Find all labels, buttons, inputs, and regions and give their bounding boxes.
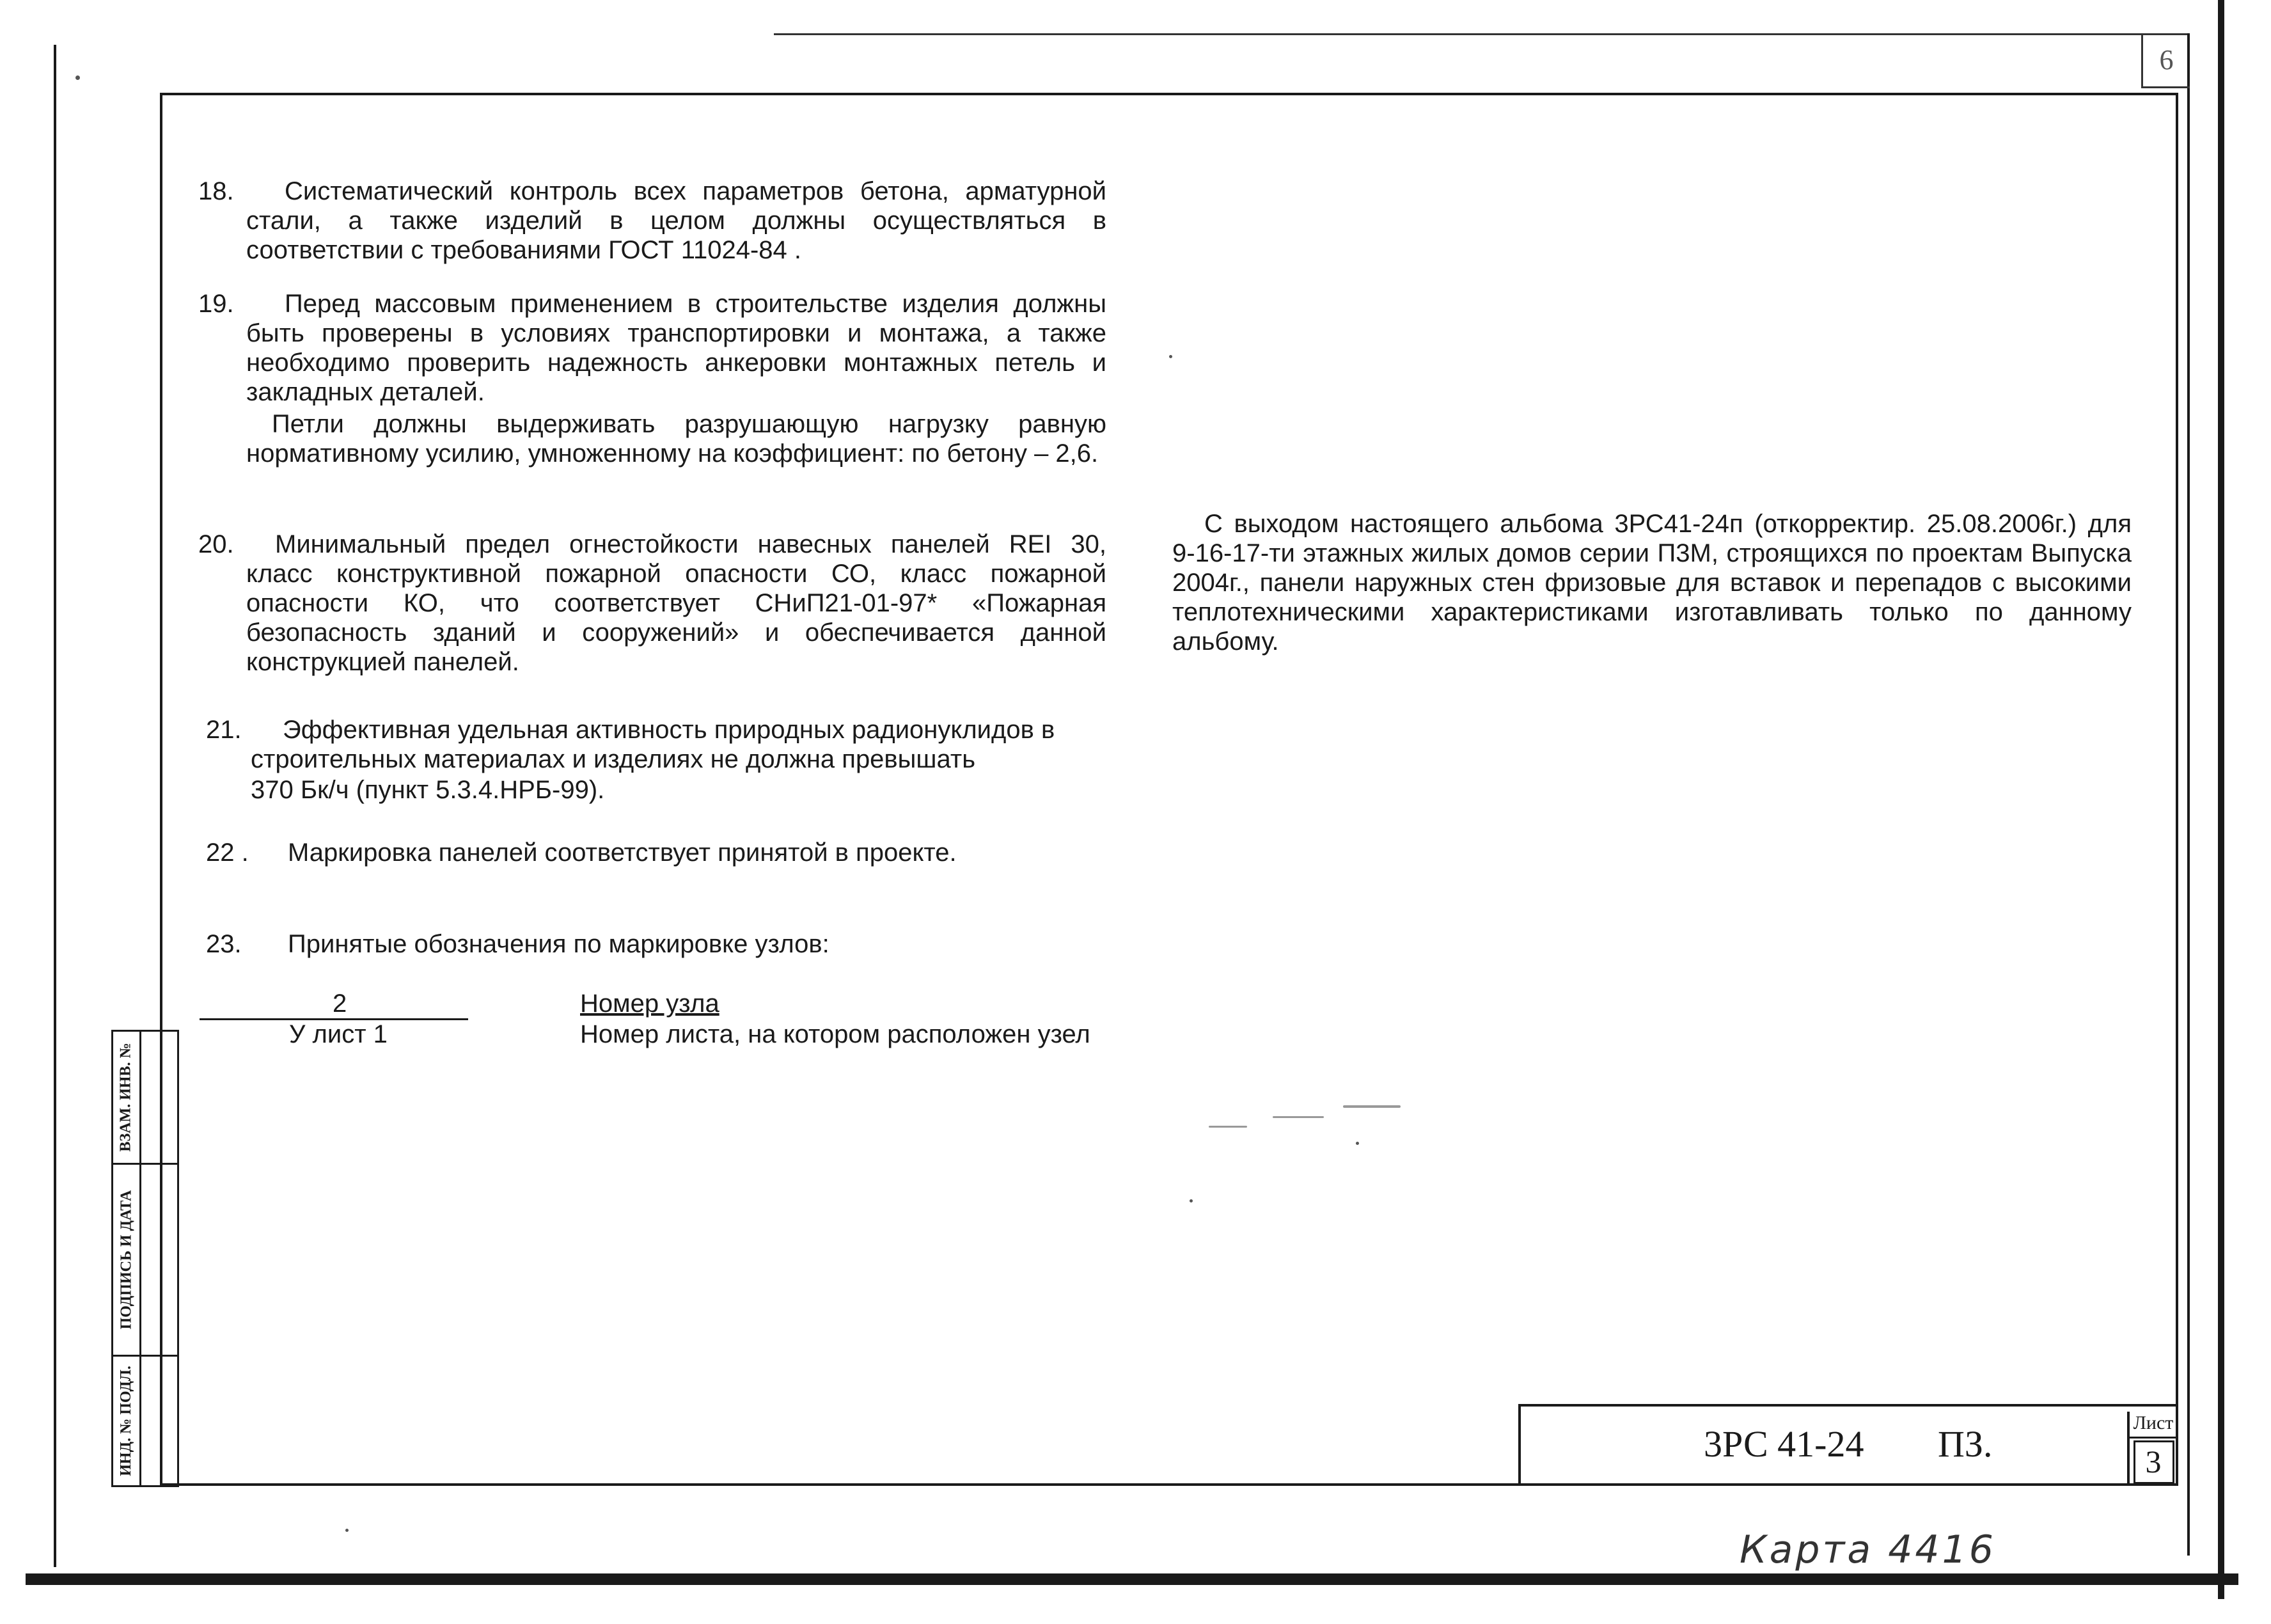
stamp-cell-original bbox=[113, 1357, 177, 1485]
sheet-top-edge bbox=[774, 33, 2187, 35]
item-18-text bbox=[246, 177, 1106, 265]
item-19-text: Перед массовым применением в строительстве изделия должны быть проверены в условиях транспортировки и монтажа, а также необходимо проверить надежность анкеровки монтажных петель и закладных деталей. bbox=[246, 290, 1106, 406]
stamp-cell-signature bbox=[113, 1165, 177, 1357]
scan-speck bbox=[1343, 1105, 1401, 1108]
scan-speck bbox=[345, 1529, 349, 1532]
scan-speck bbox=[1356, 1142, 1359, 1145]
stamp-label-replacement: ВЗАМ. ИНВ. № bbox=[118, 1043, 134, 1152]
item-23-number: 23. bbox=[206, 930, 242, 958]
item-18-number: 18. bbox=[198, 177, 234, 205]
side-stamp bbox=[111, 1030, 179, 1487]
item-20-text: Минимальный предел огнестойкости навесных панелей REI 30, класс конструктивной пожарной опасности СО, класс пожарной опасности КО, что соответствует СНиП21-01-97* «Пожарная безопасность зданий и сооружений» и обеспечивается данной конструкцией панелей. bbox=[246, 530, 1106, 676]
legend-meaning-sheet: Номер листа, на котором расположен узел bbox=[580, 1020, 1090, 1048]
scan-bottom-shadow bbox=[26, 1573, 2238, 1585]
item-20-number: 20. bbox=[198, 530, 234, 558]
item-19-text-2: Петли должны выдерживать разрушающую нагрузку равную нормативному усилию, умноженному на коэффициент: по бетону – 2,6. bbox=[246, 410, 1106, 468]
sheet-label: Лист bbox=[2133, 1412, 2174, 1433]
scan-speck bbox=[75, 75, 80, 80]
page-number-box bbox=[2141, 33, 2190, 88]
item-21-text: Эффективная удельная активность природных радионуклидов в строительных материалах и изделиях не должна превышать bbox=[251, 716, 1055, 773]
scan-speck bbox=[1169, 355, 1172, 358]
title-code: 3РС 41-24 bbox=[1704, 1423, 1864, 1465]
item-23-text: Принятые обозначения по маркировке узлов: bbox=[288, 930, 829, 958]
stamp-label-signature: ПОДПИСЬ И ДАТА bbox=[118, 1190, 135, 1330]
page-number-mark: 6 bbox=[2159, 44, 2174, 75]
item-19-number: 19. bbox=[198, 290, 234, 318]
item-22-number: 22 . bbox=[206, 839, 249, 867]
scan-speck bbox=[1190, 1199, 1193, 1202]
item-21-number: 21. bbox=[206, 716, 242, 744]
stamp-label-original: ИНД. № ПОДЛ. bbox=[118, 1366, 134, 1476]
title-doc: ПЗ. bbox=[1938, 1423, 1993, 1465]
sheet-number: 3 bbox=[2145, 1444, 2162, 1479]
item-18-body: Систематический контроль всех параметров бетона, арматурной стали, а также изделий в целом должны осуществляться в соответствии с требованиями ГОСТ 11024-84 . bbox=[246, 177, 1106, 264]
sheet-right-edge bbox=[2187, 33, 2190, 1556]
legend-meaning-node: Номер узла bbox=[580, 989, 719, 1018]
legend-symbol-sheet: У лист 1 bbox=[289, 1020, 388, 1048]
stamp-cell-replacement bbox=[113, 1032, 177, 1165]
scan-right-shadow bbox=[2218, 0, 2224, 1599]
legend-symbol-node: 2 bbox=[333, 989, 347, 1018]
right-note: С выходом настоящего альбома 3РС41-24п (откорректир. 25.08.2006г.) для 9-16-17-ти этажных жилых домов серии П3М, строящихся по проектам Выпуска 2004г., панели наружных стен фризовые для вставок и перепадов с высокими теплотехническими характеристиками изготавливать только по данному альбому. bbox=[1172, 510, 2132, 656]
item-21-text-2: 370 Бк/ч (пункт 5.3.4.НРБ-99). bbox=[251, 776, 605, 804]
sheet-left-edge bbox=[54, 45, 56, 1567]
handwritten-note: Карта 4416 bbox=[1740, 1527, 1996, 1572]
scan-speck bbox=[1273, 1116, 1324, 1118]
item-22-text: Маркировка панелей соответствует принятой в проекте. bbox=[288, 839, 957, 867]
scan-speck bbox=[1209, 1126, 1247, 1128]
sheet-divider bbox=[2127, 1437, 2178, 1439]
